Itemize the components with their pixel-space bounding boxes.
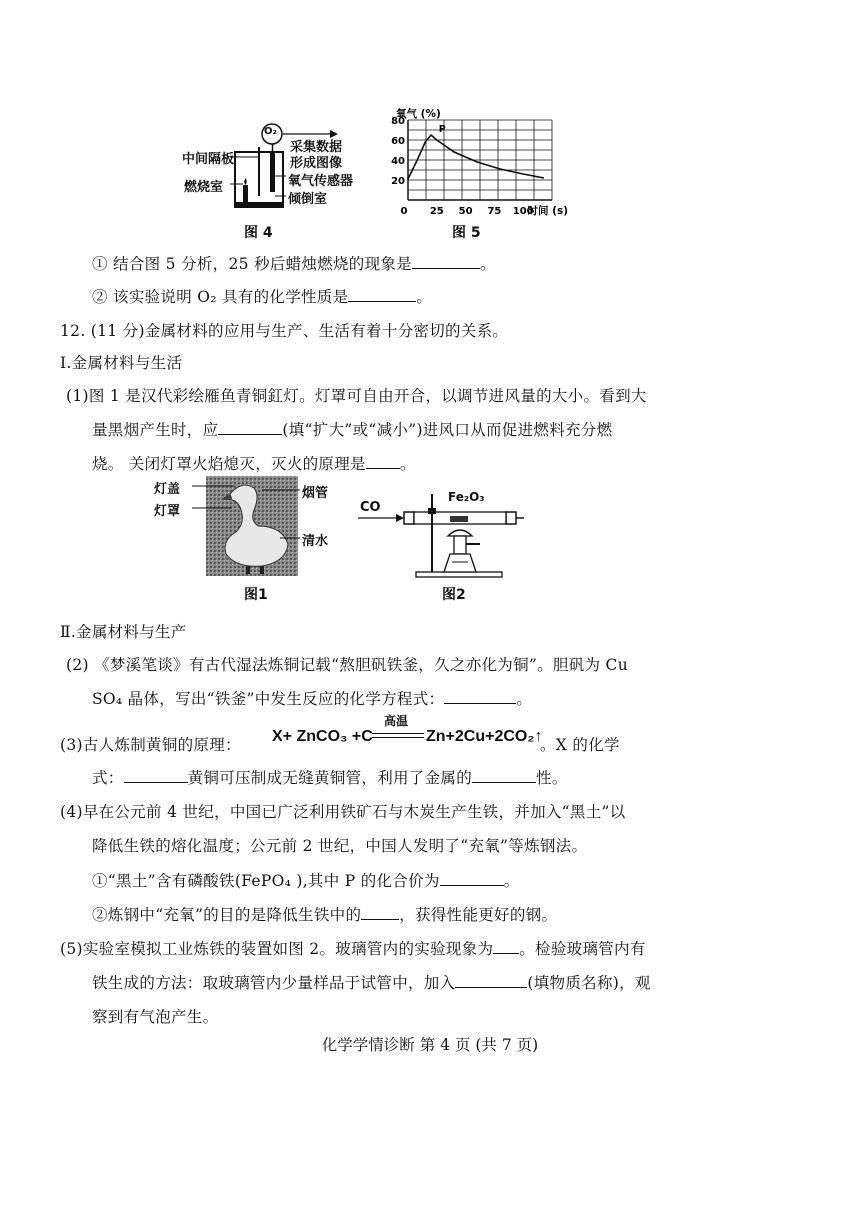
q12-p5-line-b [92, 973, 651, 993]
section-2-heading: Ⅱ.金属材料与生产 [60, 623, 187, 641]
fig1-caption: 图1 [244, 587, 268, 603]
answer-blank[interactable] [455, 973, 527, 988]
page-footer: 化学学情诊断 第 4 页 (共 7 页) [321, 1036, 539, 1054]
fig5-caption: 图 5 [452, 225, 481, 241]
y-axis-label: 氧气 (%) [396, 108, 441, 120]
q12-p4-text-c-end: 。 [503, 872, 520, 890]
q12-p3-line-a [60, 735, 241, 755]
q12-p5-text-a: (5)实验室模拟工业炼铁的装置如图 2。玻璃管内的实验现象为 [60, 940, 494, 958]
figure-2 [356, 488, 532, 582]
q12-p3-text-a: (3)古人炼制黄铜的原理： [60, 736, 241, 754]
x-tick-label: 25 [429, 206, 444, 217]
x-tick-label: 0 [400, 206, 408, 217]
q12-p5-text-a2: 。检验玻璃管内有 [519, 940, 646, 958]
answer-blank[interactable] [440, 871, 504, 886]
answer-blank[interactable] [472, 768, 536, 783]
equation-double-line [372, 733, 424, 738]
fig1-shade-label: 灯罩 [154, 504, 181, 519]
q12-p1-text-b2: (填“扩大”或“减小”)进风口从而促进燃料充分燃 [282, 421, 613, 439]
equation-right: Zn+2Cu+2CO₂↑ [426, 728, 543, 745]
q12-p4-text-d: ②炼钢中“充氧”的目的是降低生铁中的 [92, 906, 362, 924]
q12-p1-line-b [92, 420, 612, 440]
answer-blank[interactable] [348, 287, 416, 302]
fig1-lid-label: 灯盖 [154, 482, 181, 497]
figure-1 [150, 474, 350, 580]
q12-p5-text-b2: (填物质名称)，观 [527, 974, 651, 992]
fig4-o2-label: O₂ [264, 126, 277, 137]
q12-p3-text-b2: 黄铜可压制成无缝黄铜管，利用了金属的 [187, 769, 473, 787]
fig4-form-graph-label: 形成图像 [290, 156, 343, 171]
q12-p4-text-c: ①“黑土”含有磷酸铁(FePO₄ ),其中 P 的化合价为 [92, 872, 440, 890]
q12-p2-line-b [92, 689, 532, 709]
fig4-sensor-label: 氧气传感器 [288, 174, 354, 189]
fig2-co-label: CO [360, 500, 381, 515]
q12-p4-text-d-end: ，获得性能更好的钢。 [399, 906, 558, 924]
x-tick-label: 50 [458, 206, 473, 217]
y-tick-label: 20 [391, 176, 405, 187]
y-tick-label: 40 [391, 156, 405, 167]
fig4-burn-chamber-label: 燃烧室 [184, 180, 224, 195]
fig2-caption: 图2 [442, 587, 466, 603]
figure-4 [182, 112, 370, 212]
q12-p1-line-c [92, 454, 416, 474]
fig4-caption: 图 4 [244, 225, 273, 241]
q12-p4-line-d [92, 905, 557, 925]
q11-item-1 [92, 254, 496, 274]
q12-p1-line-a: (1)图 1 是汉代彩绘雁鱼青铜釭灯。灯罩可自由开合，以调节进风量的大小。看到大 [66, 387, 647, 405]
section-1-heading: I.金属材料与生活 [60, 354, 183, 372]
answer-blank[interactable] [412, 254, 480, 269]
q11-item-1-end: 。 [480, 255, 496, 273]
answer-blank[interactable] [366, 454, 400, 469]
q11-item-1-text: ① 结合图 5 分析，25 秒后蜡烛燃烧的现象是 [92, 255, 412, 273]
fig1-water-label: 清水 [302, 534, 329, 549]
x-tick-label: 75 [487, 206, 502, 217]
q12-p2-text-b: SO₄ 晶体，写出“铁釜”中发生反应的化学方程式： [92, 690, 445, 708]
figure-5-chart [388, 106, 568, 218]
q12-title: 12. (11 分)金属材料的应用与生产、生活有着十分密切的关系。 [60, 322, 509, 340]
q11-item-2 [92, 287, 432, 307]
y-tick-label: 60 [391, 136, 405, 147]
q12-p2-text-b-end: 。 [516, 690, 533, 708]
q12-p4-line-a: (4)早在公元前 4 世纪，中国已广泛利用铁矿石与木炭生产生铁，并加入“黑土”以 [60, 803, 626, 821]
y-tick-label: 80 [391, 116, 405, 127]
q12-p4-line-c [92, 871, 520, 891]
q12-p4-line-b: 降低生铁的熔化温度；公元前 2 世纪，中国人发明了“充氧”等炼钢法。 [92, 837, 588, 855]
q12-p1-text-c: 烧。 关闭灯罩火焰熄灭，灭火的原理是 [92, 455, 366, 473]
q12-p5-line-c: 察到有气泡产生。 [92, 1008, 219, 1026]
x-tick-label: 100 [512, 206, 534, 217]
q12-p2-line-a: (2) 《梦溪笔谈》有古代湿法炼铜记载“熬胆矾铁釜，久之亦化为铜”。胆矾为 Cu [66, 656, 629, 674]
equation-left: X+ ZnCO₃ +C [272, 728, 373, 745]
q12-p1-text-c-end: 。 [399, 455, 416, 473]
q11-item-2-end: 。 [416, 288, 433, 306]
fig4-collect-data-label: 采集数据 [290, 140, 343, 155]
point-p-label: P [438, 124, 446, 135]
fig2-reagent-label: Fe₂O₃ [448, 490, 485, 504]
q12-p5-text-b: 铁生成的方法：取玻璃管内少量样品于试管中，加入 [92, 974, 456, 992]
q12-p3-line-a-end: 。X 的化学 [540, 736, 620, 754]
q11-item-2-text: ② 该实验说明 O₂ 具有的化学性质是 [92, 288, 349, 306]
answer-blank[interactable] [493, 939, 519, 954]
x-axis-label: 时间 (s) [527, 205, 568, 217]
q12-p1-text-b: 量黑烟产生时，应 [92, 421, 219, 439]
answer-blank[interactable] [361, 905, 399, 920]
q12-p3-text-b: 式： [92, 769, 124, 787]
fig4-invert-chamber-label: 倾倒室 [288, 192, 328, 207]
answer-blank[interactable] [444, 689, 516, 704]
q12-p3-line-b [92, 768, 568, 788]
answer-blank[interactable] [124, 768, 188, 783]
oxygen-curve [408, 135, 544, 179]
fig1-chimney-label: 烟管 [302, 486, 329, 501]
answer-blank[interactable] [218, 420, 282, 435]
fig4-partition-label: 中间隔板 [182, 152, 235, 167]
q12-p3-text-b-end: 性。 [536, 769, 568, 787]
equation-condition: 高温 [384, 714, 409, 728]
q12-p5-line-a [60, 939, 646, 959]
chemical-equation [272, 714, 543, 748]
